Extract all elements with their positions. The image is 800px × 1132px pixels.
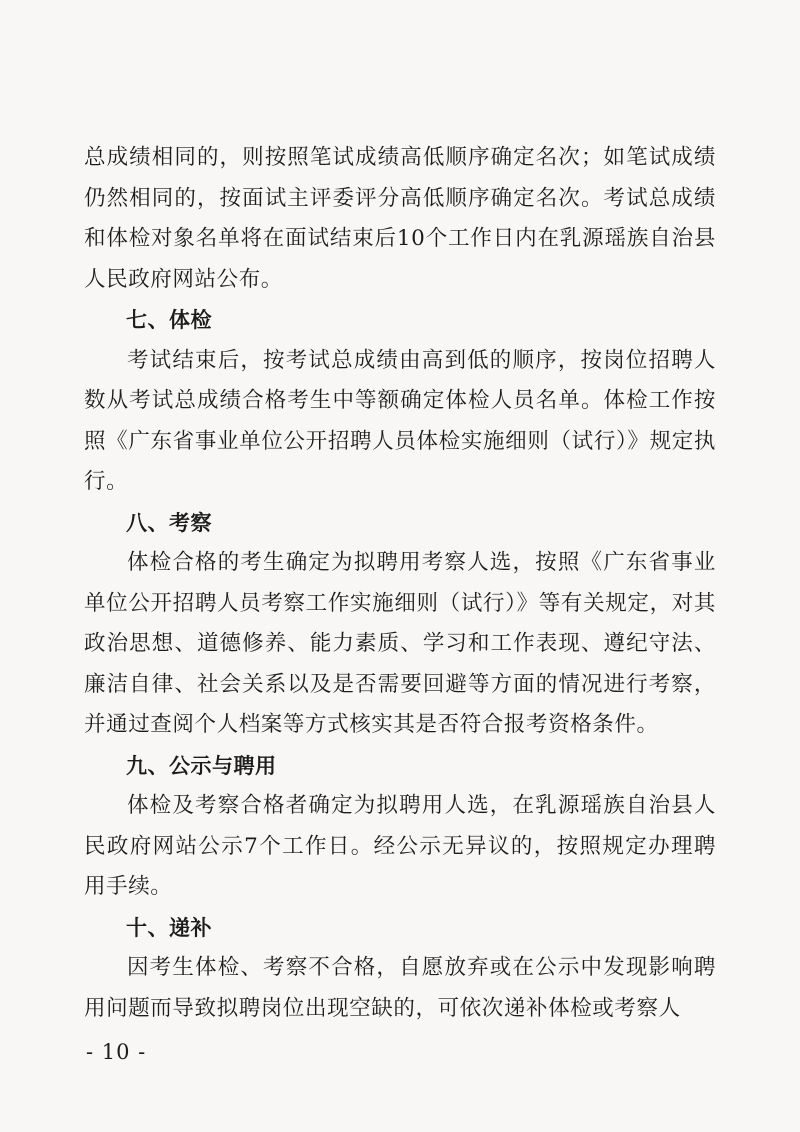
paragraph-physical-exam: 考试结束后，按考试总成绩由高到低的顺序，按岗位招聘人数从考试总成绩合格考生中等额确定体检人员名单。体检工作按照《广东省事业单位公开招聘人员体检实施细则（试行）》规定执行。 xyxy=(84,347,716,494)
paragraph-ranking-rules: 总成绩相同的，则按照笔试成绩高低顺序确定名次；如笔试成绩仍然相同的，按面试主评委评分高低顺序确定名次。考试总成绩和体检对象名单将在面试结束后10个工作日内在乳源瑶族自治县人民政府网站公布。 xyxy=(84,145,716,292)
document-body xyxy=(84,138,716,1029)
heading-replacement: 十、递补 xyxy=(126,915,212,940)
page-number: - 10 - xyxy=(86,1040,147,1064)
paragraph-publicity-employment: 体检及考察合格者确定为拟聘用人选，在乳源瑶族自治县人民政府网站公示7个工作日。经公示无异议的，按照规定办理聘用手续。 xyxy=(84,793,716,899)
heading-publicity-employment: 九、公示与聘用 xyxy=(126,753,277,778)
heading-physical-exam: 七、体检 xyxy=(126,308,212,332)
paragraph-replacement: 因考生体检、考察不合格，自愿放弃或在公示中发现影响聘用问题而导致拟聘岗位出现空缺的，可依次递补体检或考察人 xyxy=(84,955,716,1021)
heading-inspection: 八、考察 xyxy=(126,510,212,535)
paragraph-inspection: 体检合格的考生确定为拟聘用考察人选，按照《广东省事业单位公开招聘人员考察工作实施细则（试行）》等有关规定，对其政治思想、道德修养、能力素质、学习和工作表现、遵纪守法、廉洁自律、社会关系以及是否需要回避等方面的情况进行考察，并通过查阅个人档案等方式核实其是否符合报考资格条件。 xyxy=(84,550,716,737)
